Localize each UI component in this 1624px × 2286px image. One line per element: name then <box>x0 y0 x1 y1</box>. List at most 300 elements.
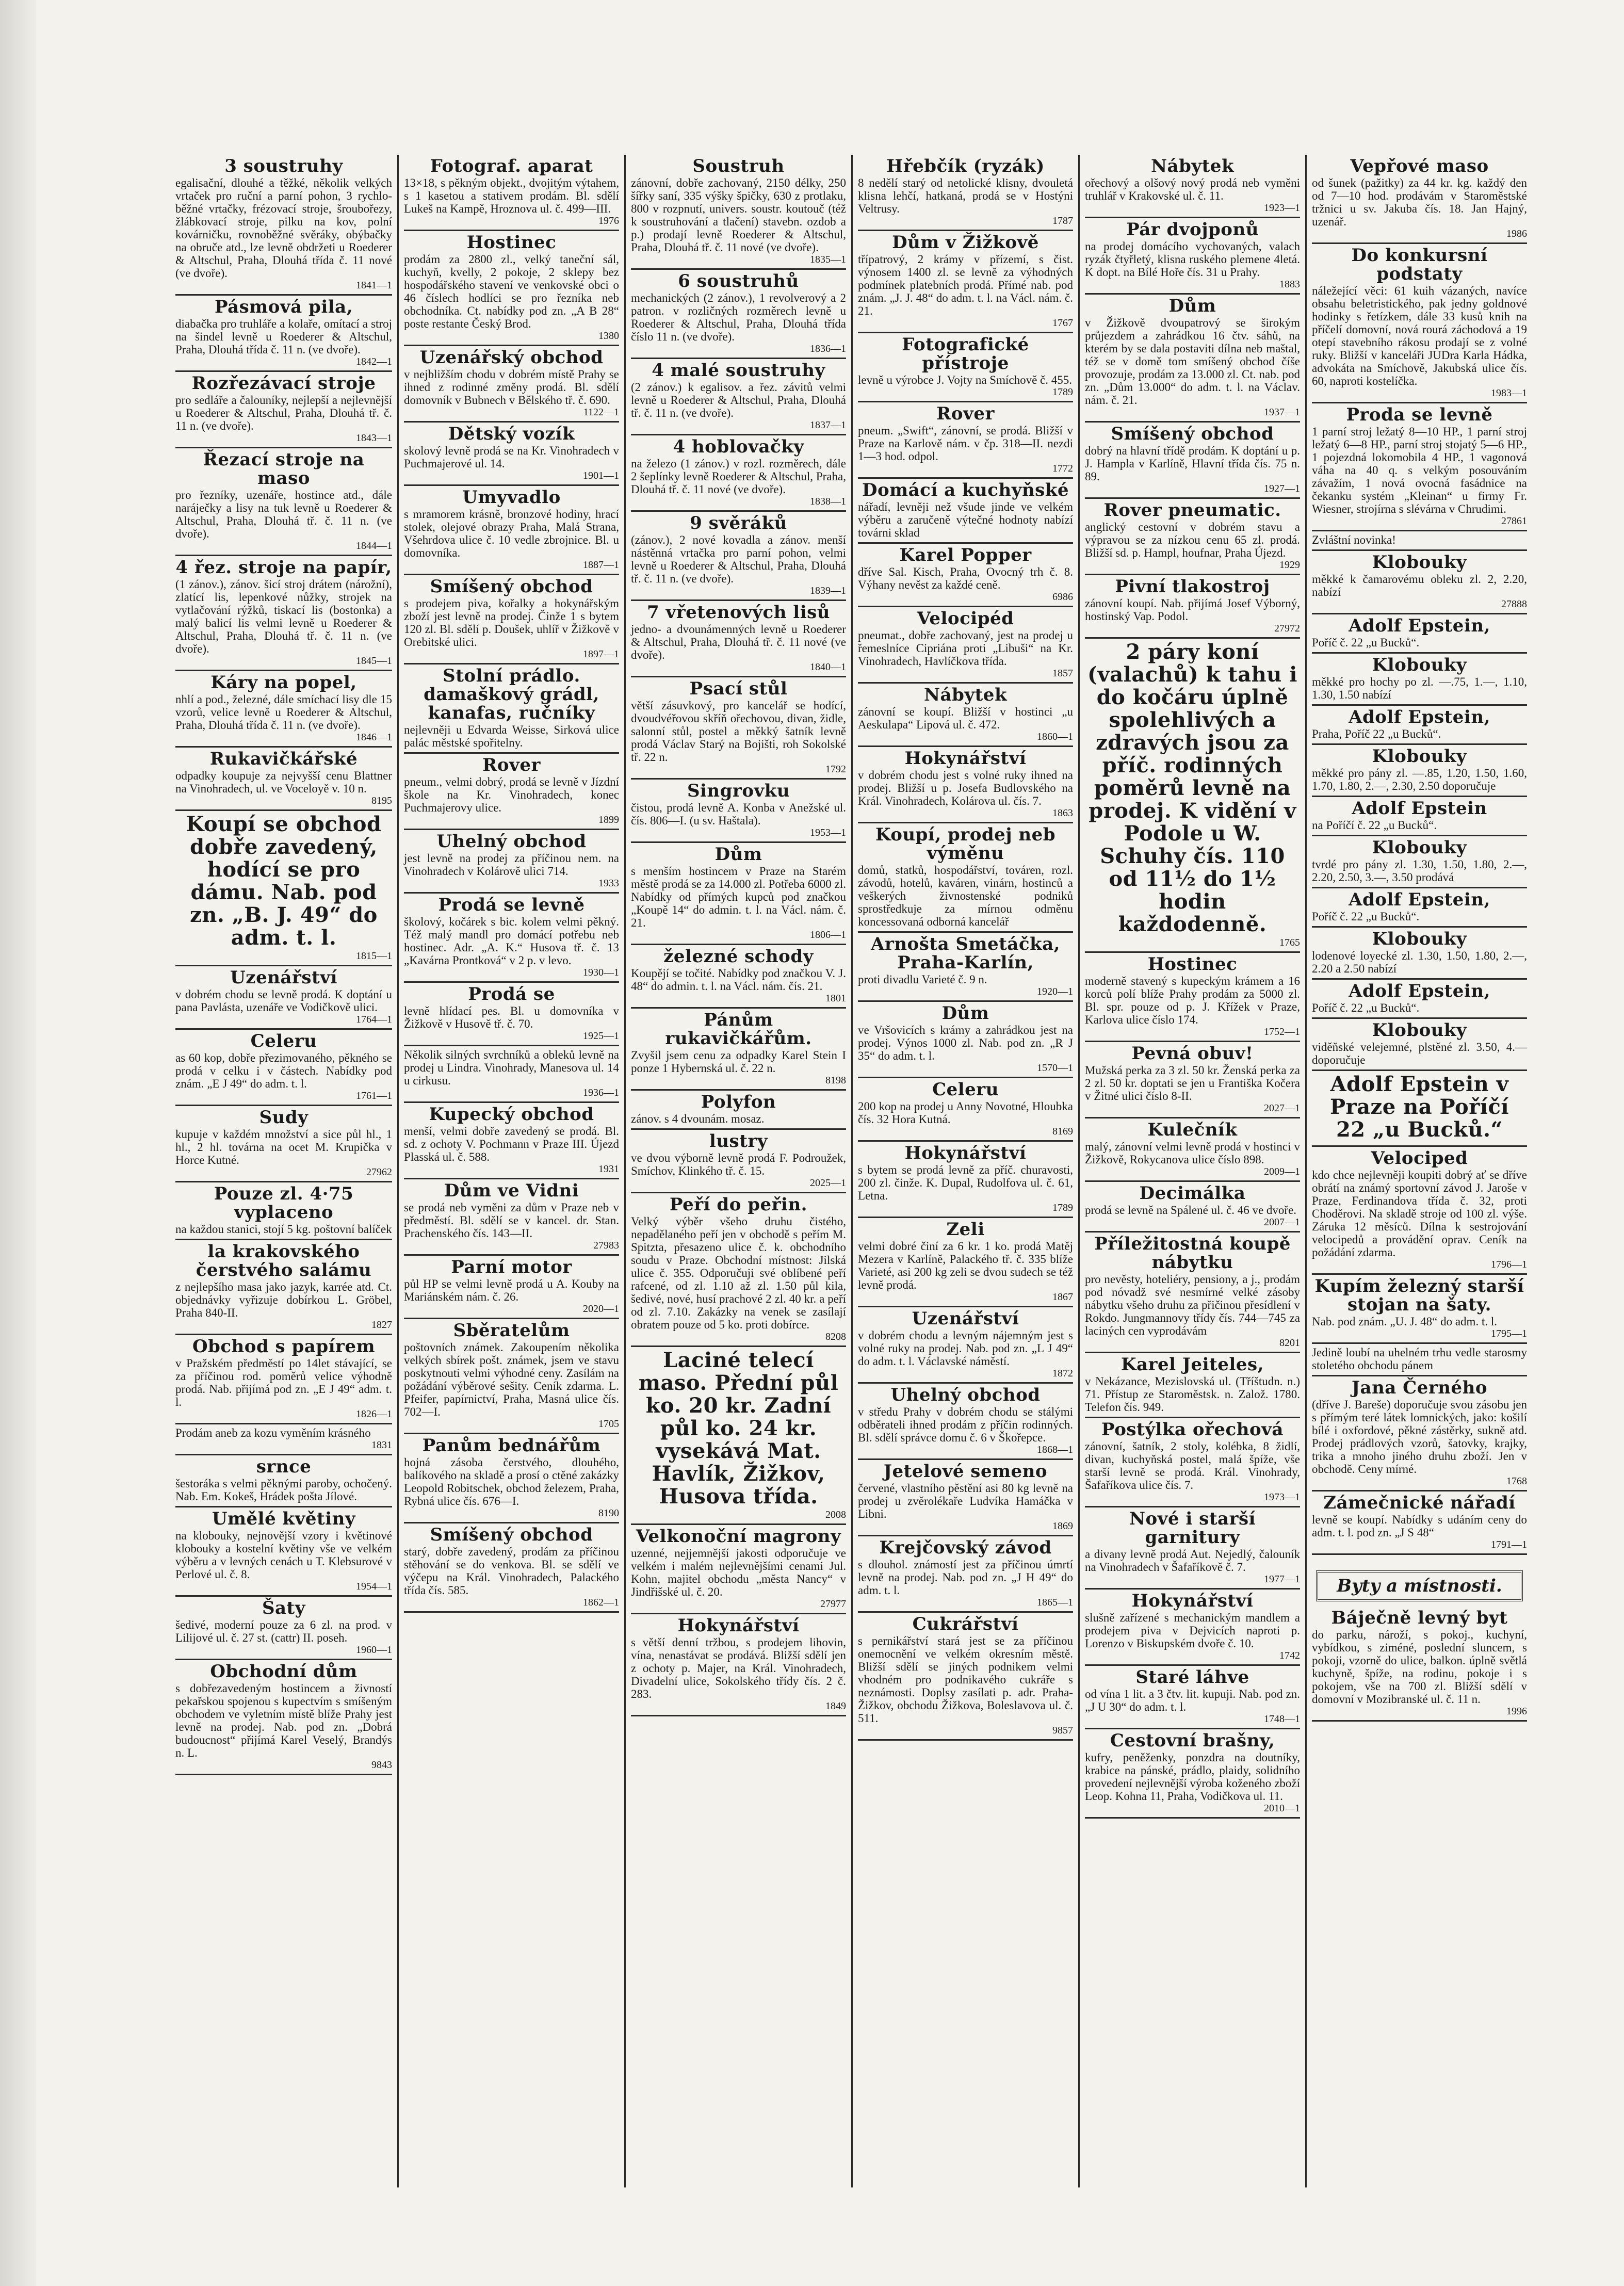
ad-title: Karel Jeiteles, <box>1121 1354 1264 1375</box>
ad-number: 8195 <box>371 795 392 806</box>
ad-body: 13×18, s pěkným objekt., dvojitým výtahem, s 1 kasetou a stativem prodám. Bl. sdělí Lukeš na Kampě, Hroznova ul. č. 499—III. <box>404 176 619 215</box>
ad-number: 2010—1 <box>1264 1803 1300 1814</box>
ad-body: šestoráka s velmi pěknými paroby, ochočený. Nab. Em. Kokeš, Hrádek pošta Jílové. <box>175 1477 392 1503</box>
ad-number: 1827 <box>371 1319 392 1331</box>
classified-ad <box>404 575 619 664</box>
ad-title: 4 malé soustruhy <box>652 360 825 381</box>
ad-body: anglický cestovní v dobrém stavu a výpravou se za nízkou cenu 65 zl. prodá. Bližší sd. p. Hampl, houfnar, Praha Újezd. <box>1085 521 1300 559</box>
ad-number: 1841—1 <box>356 280 392 291</box>
ad-number: 1796—1 <box>1491 1259 1527 1270</box>
ad-body: zánovní, šatník, 2 stoly, kolébka, 8 židlí, divan, kuchyňská postel, malá špíže, vše starší levně se prodá. Král. Vinohrady, Šafaříkova ulice čís. 7. <box>1085 1440 1300 1491</box>
ad-body: Několik silných svrchníků a obleků levně na prodej u Lindra. Vinohrady, Manesova ul. 14 u cirkusu. <box>404 1048 619 1087</box>
classified-ad <box>1312 836 1527 888</box>
ad-body: kdo chce nejlevněji koupiti dobrý ať se dříve obrátí na známý sportovní závod J. Jaroše v Praze, Ferdinandova třída č. 32, proti Choděrovi. Na skladě stroje od 100 zl. výše. Záruka 12 měsíců. Dílna k sestrojování velocipedů a provádění oprav. Ceník na požádání zdarma. <box>1312 1169 1527 1259</box>
ad-title: Sudy <box>259 1107 308 1128</box>
classified-ad <box>631 1130 846 1193</box>
ad-body: šedivé, moderní pouze za 6 zl. na prod. v Lilijové ul. č. 27 st. (cattr) II. poseh. <box>175 1618 392 1644</box>
ad-body: proti divadlu Varieté č. 9 n. <box>858 973 987 986</box>
ad-title: Pouze zl. 4·75 vyplaceno <box>214 1183 354 1223</box>
ad-number: 1764—1 <box>356 1014 392 1025</box>
ad-title: Hřebčík (ryzák) <box>886 156 1045 176</box>
classified-ad <box>175 155 392 296</box>
ad-title: Singrovku <box>687 781 790 801</box>
ad-body: pro nevěsty, hoteliéry, pensiony, a j., prodám pod nóvadž své nesmírné velké zásoby nábytku všeho druhu za přičinou přesídlení v Rokdo. Jungmannovy třídy čís. 744—745 za laciných cen vyprodávám <box>1085 1273 1300 1337</box>
ad-title: Hostinec <box>1147 954 1238 975</box>
ad-number: 27861 <box>1501 515 1527 527</box>
ad-body: nejlevněji u Edvarda Weisse, Sirková ulice palác městské spořitelny. <box>404 723 619 749</box>
classified-ad <box>1312 1019 1527 1071</box>
classified-ad <box>1085 1666 1300 1729</box>
ad-title: Pásmová pila, <box>214 297 353 317</box>
ad-number: 1845—1 <box>356 655 392 667</box>
ad-number: 2007—1 <box>1264 1217 1300 1228</box>
classified-ad <box>175 448 392 556</box>
ad-body: větší zásuvkový, pro kancelář se hodící, dvoudvéřovou skříň ořechovou, divan, židle, salonní stůl, postel a měkký šatník levně prodá Václav Starý na Bojišti, roh Sokolské tř. 22 n. <box>631 699 846 764</box>
ad-title: Nábytek <box>923 685 1008 705</box>
ad-body: s menším hostincem v Praze na Starém městě prodá se za 14.000 zl. Potřeba 6000 zl. Nabídky od přímých kupců pod značkou „Koupě 14“ do admin. t. l. na Václ. nám. č. 21. <box>631 865 846 929</box>
ad-number: 1767 <box>1052 317 1073 329</box>
ad-body: Koupějí se točité. Nabídky pod značkou V. J. 48“ do admin. t. l. na Václ. nám. čís. 21. <box>631 967 846 993</box>
ad-body: 200 kop na prodej u Anny Novotné, Hloubka čís. 32 Hora Kutná. <box>858 1100 1073 1126</box>
classified-ad <box>858 479 1073 544</box>
column-2 <box>397 155 624 2187</box>
ad-title: Postýlka ořechová <box>1101 1419 1284 1440</box>
ad-body: v dobrém chodu jest s volné ruky ihned na prodej. Bližší u p. Josefa Budlovského na Král. Vinohradech, Kolárova ul. čís. 7. <box>858 769 1073 807</box>
ad-number: 1887—1 <box>583 559 619 571</box>
ad-body: slušně zařízené s mechanickým mandlem a prodejem piva v Dejvicích naproti p. Lorenzo v Biskupském dvoře č. 10. <box>1085 1611 1300 1650</box>
classified-ad <box>175 1424 392 1455</box>
ad-number: 8190 <box>598 1507 619 1519</box>
ad-body: kupuje v každém množství a sice půl hl., 1 hl., 2 hl. továrna na ocet M. Krupička v Horce Kutné. <box>175 1128 392 1166</box>
ad-title: železné schody <box>663 946 814 967</box>
ad-body: na každou stanici, stojí 5 kg. poštovní balíček <box>175 1223 392 1236</box>
ad-title: Rover pneumatic. <box>1103 500 1281 521</box>
ad-number: 1792 <box>825 764 846 775</box>
ad-body: náležející věci: 61 kuih vázaných, navíce obsahu beletristického, pak jedny goldnové hodinky s řetízkem, dále 33 kusů knih na příčelí domovní, nová rourá záchodová a 19 otepí stavebního rákosu prodají se z volné ruky. Bližší v kanceláři JUDra Karla Hádka, advokáta na Smíchově, Jakubská ulice čís. 60, naproti kostelíčka. <box>1312 284 1527 387</box>
ad-number: 1869 <box>1052 1520 1073 1532</box>
ad-body: se prodá neb vyměni za dům v Praze neb v předměstí. Bl. sdělí se v kancel. dr. Stan. Prachenského čís. 143—II. <box>404 1201 619 1240</box>
classified-ad <box>404 1319 619 1434</box>
ad-title: Dům <box>714 844 762 865</box>
ad-number: 1857 <box>1052 668 1073 679</box>
classified-ad <box>1312 797 1527 836</box>
ad-number: 9857 <box>1052 1725 1073 1736</box>
classified-ad <box>858 1460 1073 1536</box>
ad-body: uzenné, nejjemnější jakosti odporučuje ve velkém i malém nejlevnějšími cenami Jul. Kohn, majitel obchodu „města Nancy“ v Jindřišské ul. č. 20. <box>631 1547 846 1598</box>
ad-body: pro sedláře a čalouníky, nejlepší a nejlevnější u Roederer & Altschul, Praha, Dlouhá tř. č. 11 n. (ve dvoře). <box>175 394 392 432</box>
ad-body: moderně stavený s kupeckým krámem a 16 korců polí blíže Prahy prodám za 5000 zl. Bl. spr. pouze od p. J. Křížek v Praze, Karlova ulice číslo 174. <box>1085 975 1300 1026</box>
ad-number: 1838—1 <box>810 496 846 507</box>
ad-number: 1795—1 <box>1491 1328 1527 1339</box>
classified-ad <box>175 296 392 372</box>
ad-body: Nab. pod znám. „U. J. 48“ do adm. t. l. <box>1312 1315 1497 1328</box>
ad-body: v dobrém chodu se levně prodá. K doptání u pana Pavlásta, uzenáře ve Vodičkově ulici. <box>175 988 392 1014</box>
classified-ad <box>1085 1353 1300 1418</box>
classified-ad <box>1085 1729 1300 1819</box>
ad-number: 1925—1 <box>583 1030 619 1042</box>
ad-body: nhlí a pod., železné, dále smíchací lisy dle 15 vzorů, velice levně u Roederer & Altschul, Praha, Dlouhá třída č. 11 n. (ve dvoře). <box>175 693 392 732</box>
column-1 <box>170 155 397 2187</box>
ad-number: 1849 <box>825 1700 846 1712</box>
ad-body: ve Vršovicích s krámy a zahrádkou jest na prodej. Výnos 1000 zl. Nab. pod zn. „R J 35“ do adm. t. l. <box>858 1024 1073 1062</box>
ad-number: 2008 <box>825 1509 846 1520</box>
ad-title: Fotograf. aparat <box>430 156 593 176</box>
ad-number: 1826—1 <box>356 1408 392 1420</box>
ad-title: Příležitostná koupě nábytku <box>1094 1234 1291 1273</box>
ad-body: poštovních známek. Zakoupením několika velkých sbírek pošt. známek, jsem ve stavu poskytnouti velmi výhodné ceny. Zasílám na požádání výběrové sešity. Ceník zdarma. L. Pfeifer, papírnictví, Praha, Masná ulice čís. 702—I. <box>404 1341 619 1418</box>
ad-body: prodá se levně na Spálené ul. č. 46 ve dvoře. <box>1085 1204 1297 1217</box>
ad-title: Dům <box>941 1003 989 1024</box>
ad-title: Pár dvojponů <box>1126 219 1259 240</box>
ad-body: Poříč č. 22 „u Bucků“. <box>1312 910 1420 923</box>
ad-title: Klobouky <box>1372 746 1467 767</box>
ad-number: 1837—1 <box>810 419 846 431</box>
classified-ad <box>858 1078 1073 1142</box>
ad-number: 1772 <box>1052 463 1073 474</box>
ad-body: Velký výběr všeho druhu čistého, nepadělaného peří jen v obchodě s peřím M. Spitzta, přesazeno ulice č. k. obchodního soudu v Praze. Obchodní místnost: Jilská ulice č. 355. Odporučuji své oblíbené peří rafcené, od zl. 1.10 až zl. 1.50 půl kila, šedivé, nové, husí prachové 2 zl. 40 kr. a peří od zl. 7.10. Zakázky na venek se zasílají obratem pouze od 5 ko. proti dobírce. <box>631 1215 846 1331</box>
classified-ad <box>858 155 1073 231</box>
ad-body: červené, vlastního pěstění asi 80 kg levně na prodej u zvěrolékaře Ludvíka Hamáčka v Libni. <box>858 1482 1073 1520</box>
classified-ad <box>858 1218 1073 1307</box>
ad-number: 8169 <box>1052 1126 1073 1137</box>
ad-number: 1960—1 <box>356 1644 392 1656</box>
classified-ad <box>1085 1118 1300 1182</box>
ad-body: Prodám aneb za kozu vyměním krásného <box>175 1426 371 1439</box>
ad-title: Psací stůl <box>689 678 788 699</box>
ad-number: 9843 <box>371 1759 392 1771</box>
ad-title: Staré láhve <box>1135 1667 1249 1688</box>
ad-title: Hokynářství <box>677 1615 800 1636</box>
classified-ad <box>175 671 392 748</box>
classified-ad <box>1312 403 1527 531</box>
ad-number: 1865—1 <box>1037 1597 1073 1608</box>
classified-ad <box>631 677 846 780</box>
classified-ad <box>404 1179 619 1256</box>
ad-title: Prodá se levně <box>438 895 585 915</box>
ad-number: 1768 <box>1506 1476 1527 1487</box>
ad-title: Decimálka <box>1139 1183 1246 1204</box>
ad-body: levně se koupí. Nabídky s udáním ceny do adm. t. l. pod zn. „J S 48“ <box>1312 1513 1527 1539</box>
classified-ad <box>858 607 1073 684</box>
ad-title: srnce <box>256 1456 312 1477</box>
classified-ad <box>631 155 846 270</box>
classified-ad <box>404 664 619 754</box>
ad-number: 2025—1 <box>810 1177 846 1189</box>
ad-body: v Nekázance, Mezislovská ul. (Tříštudn. n.) 71. Přístup ze Staroměstsk. n. Založ. 1780. Telefon čís. 949. <box>1085 1375 1300 1414</box>
ad-title: Laciné telecí maso. Přední půl ko. 20 kr. Zadní půl ko. 24 kr. vysekává Mat. Havlík, Žižkov, Husova třída. <box>638 1348 839 1509</box>
ad-title: Rozřezávací stroje <box>191 373 376 394</box>
ad-number: 1931 <box>598 1163 619 1175</box>
column-4 <box>851 155 1078 2187</box>
classified-ad <box>1312 1147 1527 1275</box>
ad-title: Uhelný obchod <box>890 1385 1041 1405</box>
ad-number: 1872 <box>1052 1368 1073 1379</box>
ad-number: 27962 <box>366 1166 392 1178</box>
ad-title: Adolf Epstein, <box>1349 615 1490 636</box>
ad-body: třípatrový, 2 krámy v přízemí, s čist. výnosem 1400 zl. se levně za výhodných podmínek platebních prodá. Přímé nab. pod znám. „J. J. 48“ do adm. t. l. na Václ. nám. č. 21. <box>858 253 1073 317</box>
ad-number: 1840—1 <box>810 661 846 673</box>
ad-number: 1986 <box>1506 228 1527 239</box>
ad-body: do parku, nároží, s pokoj., kuchyní, vybídkou, s ziméné, poslední sluncem, s pokoji, vzorně do ulice, balkon. úplně světlá kuchyně, špíže, na rodinu, pokoje i s pokojem, vše na 700 zl. Bližší sdělí v domovní v Mozibranské ul. č. 11 n. <box>1312 1628 1527 1706</box>
ad-body: ve dvou výborně levně prodá F. Podroužek, Smíchov, Klinkého tř. č. 15. <box>631 1152 846 1177</box>
classified-ad <box>404 346 619 423</box>
classified-ad <box>858 1536 1073 1613</box>
ad-title: Zámečnické nářadí <box>1323 1493 1516 1513</box>
classified-ad <box>404 231 619 346</box>
classified-ad <box>404 983 619 1046</box>
classified-ad <box>631 1009 846 1091</box>
ad-body: od vína 1 lit. a 3 čtv. lit. kupuji. Nab. pod zn. „J U 30“ do adm. t. l. <box>1085 1688 1300 1713</box>
ad-body: na prodej domácího vychovaných, valach ryzák čtyřletý, klisna ruského plemene 4letá. K dopt. na Bílé Hoře čís. 31 u Prahy. <box>1085 240 1300 279</box>
ad-title: Velkonoční magrony <box>636 1526 841 1547</box>
ad-number: 1860—1 <box>1037 731 1073 742</box>
ad-body: školový, kočárek s bic. kolem velmi pěkný. Též malý mandl pro domácí potřebu neb hostinec. Adr. „A. K.“ Husova tř. č. 13 „Kavárna Prontková“ v 2 p. v levo. <box>404 915 619 967</box>
ad-title: Adolf Epstein <box>1352 798 1487 819</box>
ad-body: hojná zásoba čerstvého, dlouhého, balíkového na skladě a prosí o ctěné zakázky Leopold Robitschek, obchod železem, Praha, Rybná ulice čís. 676—I. <box>404 1456 619 1507</box>
ad-body: odpadky koupuje za nejvyšší cenu Blattner na Vinohradech, ul. ve Voceloyě v. 10 n. <box>175 769 392 795</box>
ad-body: diabačka pro truhláře a kolaře, omítací a stroj na šindel levně u Roederer & Altschul, Praha, Dlouhá třída č. 11 n. (ve dvoře). <box>175 317 392 356</box>
ad-title: Klobouky <box>1372 929 1467 949</box>
classified-ad <box>631 780 846 843</box>
ad-body: z nejlepšího masa jako jazyk, karrée atd. Ct. objednávky vyřizuje dobírkou L. Gröbel, Praha 840-II. <box>175 1280 392 1319</box>
ad-body: čistou, prodá levně A. Konba v Anežské ul. čís. 806—I. (u sv. Haštala). <box>631 801 846 827</box>
classified-ad <box>858 933 1073 1002</box>
classified-ad <box>1085 1418 1300 1507</box>
classified-ad <box>631 843 846 945</box>
ad-number: 27977 <box>820 1598 846 1610</box>
ad-body: měkké pro pány zl. —.85, 1.20, 1.50, 1.60, 1.70, 1.80, 2.—, 2.30, 2.50 doporučuje <box>1312 767 1527 792</box>
classified-ad <box>175 1335 392 1424</box>
ad-body: a divany levně prodá Aut. Nejedlý, čalouník na Vinohradech v Šafaříkově č. 7. <box>1085 1548 1300 1574</box>
ad-title: Klobouky <box>1372 552 1467 573</box>
ad-body: Jedině loubí na uhelném trhu vedle starosmy stoletého obchodu pánem <box>1312 1346 1527 1372</box>
ad-body: ořechový a olšový nový prodá neb vyměni truhlář v Krakovské ul. č. 11. <box>1085 176 1300 202</box>
classified-ad <box>1312 980 1527 1019</box>
ad-title: Rover <box>936 403 995 424</box>
classified-ad <box>1312 1607 1527 1722</box>
ad-number: 1791—1 <box>1491 1539 1527 1550</box>
ad-body: pro řezníky, uzenáře, hostince atd., dále naráječky a lisy na tuk levně u Roederer & Altschul, Praha, Dlouhá tř. č. 11 n. (ve dvoře). <box>175 489 392 540</box>
ad-body: zánovní koupí. Nab. přijímá Josef Výborný, hostinský Vap. Podol. <box>1085 597 1300 623</box>
classified-ad <box>1312 654 1527 706</box>
classified-ad <box>1085 1590 1300 1666</box>
ad-title: Cestovní brašny, <box>1110 1730 1275 1751</box>
ad-body: viděňské velejemné, plstěné zl. 3.50, 4.— doporučuje <box>1312 1041 1527 1066</box>
ad-number: 1973—1 <box>1264 1491 1300 1503</box>
ad-number: 8208 <box>825 1331 846 1342</box>
ad-title: Karel Popper <box>899 545 1032 565</box>
ad-title: Arnošta Smetáčka, Praha-Karlín, <box>871 934 1060 973</box>
ad-title: la krakovského čerstvého salámu <box>196 1241 372 1280</box>
ad-title: Kulečník <box>1147 1120 1238 1140</box>
classified-ad <box>1085 639 1300 953</box>
ad-number: 1761—1 <box>356 1090 392 1101</box>
classified-ad <box>404 1103 619 1179</box>
ad-body: starý, dobře zavedený, prodám za příčinou stěhování se do venkova. Bl. se sdělí ve výčepu na Král. Vinohradech, Palackého třída čís. 585. <box>404 1545 619 1597</box>
ad-number: 1996 <box>1506 1706 1527 1717</box>
classified-ad <box>1085 1182 1300 1233</box>
ad-title: Umělé květiny <box>212 1509 356 1529</box>
page-edge-shadow <box>0 0 36 2286</box>
classified-ad <box>858 747 1073 823</box>
ad-title: Dětský vozík <box>448 424 575 444</box>
classified-ad <box>175 966 392 1030</box>
classified-ad <box>1312 1275 1527 1344</box>
ad-body: Zvláštní novinka! <box>1312 533 1396 546</box>
ad-number: 27972 <box>1274 623 1300 634</box>
ad-title: Celeru <box>250 1031 317 1051</box>
ad-title: Velocipéd <box>917 608 1014 629</box>
ad-number: 1380 <box>598 330 619 342</box>
classified-ad <box>858 231 1073 333</box>
ad-title: Kupím železný starší stojan na šaty. <box>1314 1276 1524 1315</box>
ad-title: 6 soustruhů <box>678 271 799 291</box>
ad-number: 1831 <box>371 1439 392 1451</box>
ad-title: Adolf Epstein, <box>1349 889 1490 910</box>
ad-number: 2027—1 <box>1264 1103 1300 1114</box>
classified-ad <box>1085 1507 1300 1590</box>
ad-body: s větší denní tržbou, s prodejem lihovin, vína, nenastávat se prodává. Bližší sdělí jen z ochoty p. Majer, na Král. Vinohradech, Divadelní ulice, Sokolského třídy čís. 2 č. 283. <box>631 1636 846 1700</box>
ad-title: Nábytek <box>1150 156 1235 176</box>
classified-ad <box>175 1106 392 1182</box>
ad-number: 1839—1 <box>810 585 846 596</box>
ad-title: Obchod s papírem <box>192 1336 376 1357</box>
ad-body: zánovní se koupí. Bližší v hostinci „u Aeskulapa“ Lipová ul. č. 472. <box>858 705 1073 731</box>
ad-title: Obchodní dům <box>210 1661 358 1682</box>
classified-ad <box>1312 928 1527 980</box>
ad-number: 1899 <box>598 814 619 825</box>
classified-ad <box>404 830 619 894</box>
classified-ad <box>404 155 619 231</box>
ad-body: od šunek (pažitky) za 44 kr. kg. každý den od 7—10 hod. prodávám v Staroměstské tržnici u sv. Jakuba čís. 18. Jan Hajný, uzenář. <box>1312 176 1527 228</box>
ad-body: egalisační, dlouhé a těžké, několik velkých vrtaček pro ruční a parní pohon, 3 rychlo-běžné vrtačky, frézovací stroje, šroubořezy, žlábkovací stroje, pilku na kov, polní kovárničku, rovnoběžné svěráky, obýbačky na obruče atd., lze levně obdržeti u Roederer & Altschul, Praha, Dlouhá třída č. 11 nové (ve dvoře). <box>175 176 392 280</box>
classified-ad <box>404 486 619 575</box>
classified-ad <box>858 544 1073 607</box>
ad-body: (2 zánov.) k egalisov. a řez. závitů velmi levně u Roederer & Altschul, Praha, Dlouhá tř. č. 11 n. (ve dvoře). <box>631 381 846 419</box>
ad-number: 1867 <box>1052 1291 1073 1303</box>
ad-body: měkké k čamarovému obleku zl. 2, 2.20, nabízí <box>1312 573 1527 598</box>
ad-number: 1705 <box>598 1418 619 1430</box>
ad-number: 8201 <box>1279 1337 1300 1349</box>
classified-ad <box>1085 423 1300 499</box>
ad-body: s prodejem piva, kořalky a hokynářským zboží jest levně na prodej. Činže 1 s bytem 120 zl. Bl. sdělí p. Doušek, uhlíř v Žižkově v Orebitské ulici. <box>404 597 619 648</box>
classified-ad <box>1085 1233 1300 1353</box>
ad-body: Praha, Poříč 22 „u Bucků“. <box>1312 727 1441 740</box>
classified-ad <box>631 359 846 435</box>
ad-title: Adolf Epstein v Praze na Poříčí 22 „u Bucků.“ <box>1329 1072 1509 1142</box>
classified-ad <box>1085 953 1300 1042</box>
ad-number: 1976 <box>598 215 619 226</box>
classified-ad <box>1312 745 1527 797</box>
ad-body: skolový levně prodá se na Kr. Vinohradech v Puchmajerové ul. 14. <box>404 444 619 470</box>
classified-ad <box>175 1597 392 1660</box>
ad-body: v Žižkově dvoupatrový se širokým průjezdem a zahrádkou 16 čtv. sáhů, na kterém by se dala postaviti dílna neb maštal, též se v domě tom smíšený obchod číše provozuje, prodám za 13.000 zl. Ct. nab. pod zn. „Dům 13.000“ do adm. t. l. na Václav. nám. č. 21. <box>1085 316 1300 407</box>
ad-title: Kupecký obchod <box>429 1104 594 1125</box>
classified-ad <box>858 333 1073 402</box>
classified-ad <box>404 894 619 983</box>
ad-number: 1765 <box>1279 937 1300 948</box>
ad-number: 1570—1 <box>1037 1062 1073 1074</box>
ad-body: jedno- a dvounámenných levně u Roederer & Altschul, Praha, Dlouhá tř. č. 11 nové (ve dvoře). <box>631 623 846 661</box>
ad-title: lustry <box>709 1131 768 1152</box>
ad-title: Adolf Epstein, <box>1349 707 1490 727</box>
ad-title: Sběratelům <box>453 1320 570 1341</box>
classified-ad <box>858 1307 1073 1384</box>
ad-body: v dobrém chodu a levným nájemným jest s volné ruky na prodej. Nab. pod zn. „L J 49“ do adm. t. l. Václavské náměstí. <box>858 1329 1073 1368</box>
ad-number: 27888 <box>1501 598 1527 610</box>
ad-title: Koupí se obchod dobře zavedený, hodící se pro dámu. Nab. pod zn. „B. J. 49“ do adm. t. l. <box>186 812 382 950</box>
ad-title: Řezací stroje na maso <box>203 449 365 489</box>
ad-number: 1844—1 <box>356 540 392 552</box>
ad-body: (1 zánov.), zánov. šicí stroj drátem (nárožní), zlatící lis, lepenkové nůžky, strojek na vytlačování rýžků, tiskací lis (bostonka) a malý balicí lis velmi levně u Roederer & Altschul, Praha, Dlouhá tř. č. 11 n. (ve dvoře). <box>175 578 392 655</box>
ad-body: půl HP se velmi levně prodá u A. Kouby na Mariánském nám. č. 26. <box>404 1277 619 1303</box>
classified-ad <box>1312 155 1527 244</box>
ad-body: na klobouky, nejnovější vzory i květinové klobouky a kostelní květiny vše ve velkém výběru a v levných cenách u T. Klebsurové v Perlové ul. č. 8. <box>175 1529 392 1581</box>
classified-ad <box>1085 1042 1300 1118</box>
ad-body: s dlouhol. známostí jest za příčinou úmrtí levně na prodej. Nab. pod zn. „J H 49“ do adm. t. l. <box>858 1558 1073 1597</box>
ad-number: 1933 <box>598 878 619 889</box>
classified-ad <box>858 1002 1073 1078</box>
ad-body: s dobřezavedeným hostincem a živností pekařskou spojenou s kupectvím s smíšeným obchodem ve vyletním místě blíže Prahy jest levně na prodej. Nab. pod zn. „Dobrá budoucnost“ přijímá Karel Veselý, Brandýs n. L. <box>175 1682 392 1759</box>
ad-title: Hokynářství <box>1131 1591 1254 1611</box>
ad-body: levně u výrobce J. Vojty na Smíchově č. 455. <box>858 374 1072 386</box>
ad-body: 1 parní stroj ležatý 8—10 HP., 1 parní stroj ležatý 6—8 HP., parní stroj stojatý 5—6 HP., 1 pojezdná lokomobila 4 HP., 1 vagonová váha na 40 q. s velkým posouváním závažím, 1 nová ovocná fasádnice na čekanku systém „Kleinan“ u firmy Fr. Wiesner, strojírna s slévárna v Chrudimi. <box>1312 425 1527 515</box>
classified-ad <box>1085 155 1300 218</box>
classified-ad <box>175 1455 392 1507</box>
ad-body: (dříve J. Bareše) doporučuje svou zásobu jen s přímým teré látek lomnických, jako: košilí bílé i oxfordové, pěkné zástěrky, sukně atd. Prodej prádlových vzorů, šatovky, krajky, trika a mnoho jiného druhu zboží. Jen v obchodě. Ceny mírné. <box>1312 1398 1527 1476</box>
ad-number: 1920—1 <box>1037 986 1073 997</box>
ad-title: Pivní tlakostroj <box>1115 576 1270 597</box>
ad-number: 1977—1 <box>1264 1574 1300 1585</box>
ad-title: Klobouky <box>1372 655 1467 675</box>
ad-body: (zánov.), 2 nové kovadla a zánov. menší nástěnná vrtačka pro parní pohon, velmi levně u Roederer & Altschul, Praha, Dlouhá tř. č. 11 n. (ve dvoře). <box>631 533 846 585</box>
ad-number: 1843—1 <box>356 432 392 444</box>
ad-title: Uzenářství <box>230 967 337 988</box>
ad-title: Uhelný obchod <box>436 831 587 852</box>
ad-body: lodenové loyecké zl. 1.30, 1.50, 1.80, 2.—, 2.20 a 2.50 nabízí <box>1312 949 1527 975</box>
ad-number: 1862—1 <box>583 1597 619 1608</box>
ad-body: as 60 kop, dobře přezimovaného, pěkného se prodá v celku i v částech. Nabídky pod znám. „E J 49“ do adm. t. l. <box>175 1051 392 1090</box>
ad-number: 1883 <box>1279 279 1300 290</box>
ad-body: Mužská perka za 3 zl. 50 kr. Ženská perka za 2 zl. 50 kr. doptati se jen u Františka Kočera v Žitné ulici číslo 8-II. <box>1085 1064 1300 1103</box>
classified-ad <box>858 1613 1073 1741</box>
ad-title: Klobouky <box>1372 837 1467 858</box>
classified-ad <box>404 1434 619 1523</box>
classified-ad <box>858 823 1073 933</box>
classified-ad <box>1312 706 1527 745</box>
ad-title: Domácí a kuchyňské <box>862 480 1069 500</box>
ad-title: Hokynářství <box>904 748 1027 769</box>
ad-title: Dům <box>1168 296 1216 316</box>
classified-ad <box>858 1142 1073 1218</box>
section-heading: Byty a místnosti. <box>1316 1570 1523 1601</box>
ad-title: Prodá se <box>468 984 555 1004</box>
ad-title: 3 soustruhy <box>224 156 343 176</box>
ad-body: s pernikářství stará jest se za příčinou onemocnění ve velkém okresním městě. Bližší sdělí se jiných podnikem velmi vhodném pro podnikavého cukráře s neznámosti. Doplsy zasílati p. adr. Praha-Žižkov, obchodu Žižkova, Boleslavova ul. č. 511. <box>858 1634 1073 1725</box>
column-6 <box>1305 155 1532 2187</box>
classified-ad <box>858 1384 1073 1460</box>
ad-title: Uzenářský obchod <box>419 347 604 368</box>
ad-body: domů, statků, hospodářství, továren, rozl. závodů, hotelů, kaváren, vinárn, hostinců a veškerých živnostenské podniků sprostředkuje za mírnou odměnu koncessovaná odborná kancelář <box>858 864 1073 928</box>
ad-title: Šaty <box>262 1598 306 1618</box>
classified-columns <box>170 155 1532 2187</box>
ad-title: 4 hoblovačky <box>673 436 804 457</box>
ad-number: 6986 <box>1052 591 1073 603</box>
ad-title: 9 svěráků <box>690 513 787 533</box>
classified-ad <box>175 1507 392 1597</box>
ad-body: velmi dobré činí za 6 kr. 1 ko. prodá Matěj Mezera v Karlíně, Palackého tř. č. 335 blíže Varieté, asi 200 kg zeli se dvou sudech se též levně prodá. <box>858 1240 1073 1291</box>
ad-body: pneumat., dobře zachovaný, jest na prodej u řemeslníce Cipriána proti „Libuši“ na Kr. Vinohradech, Havlíčkova třída. <box>858 629 1073 668</box>
